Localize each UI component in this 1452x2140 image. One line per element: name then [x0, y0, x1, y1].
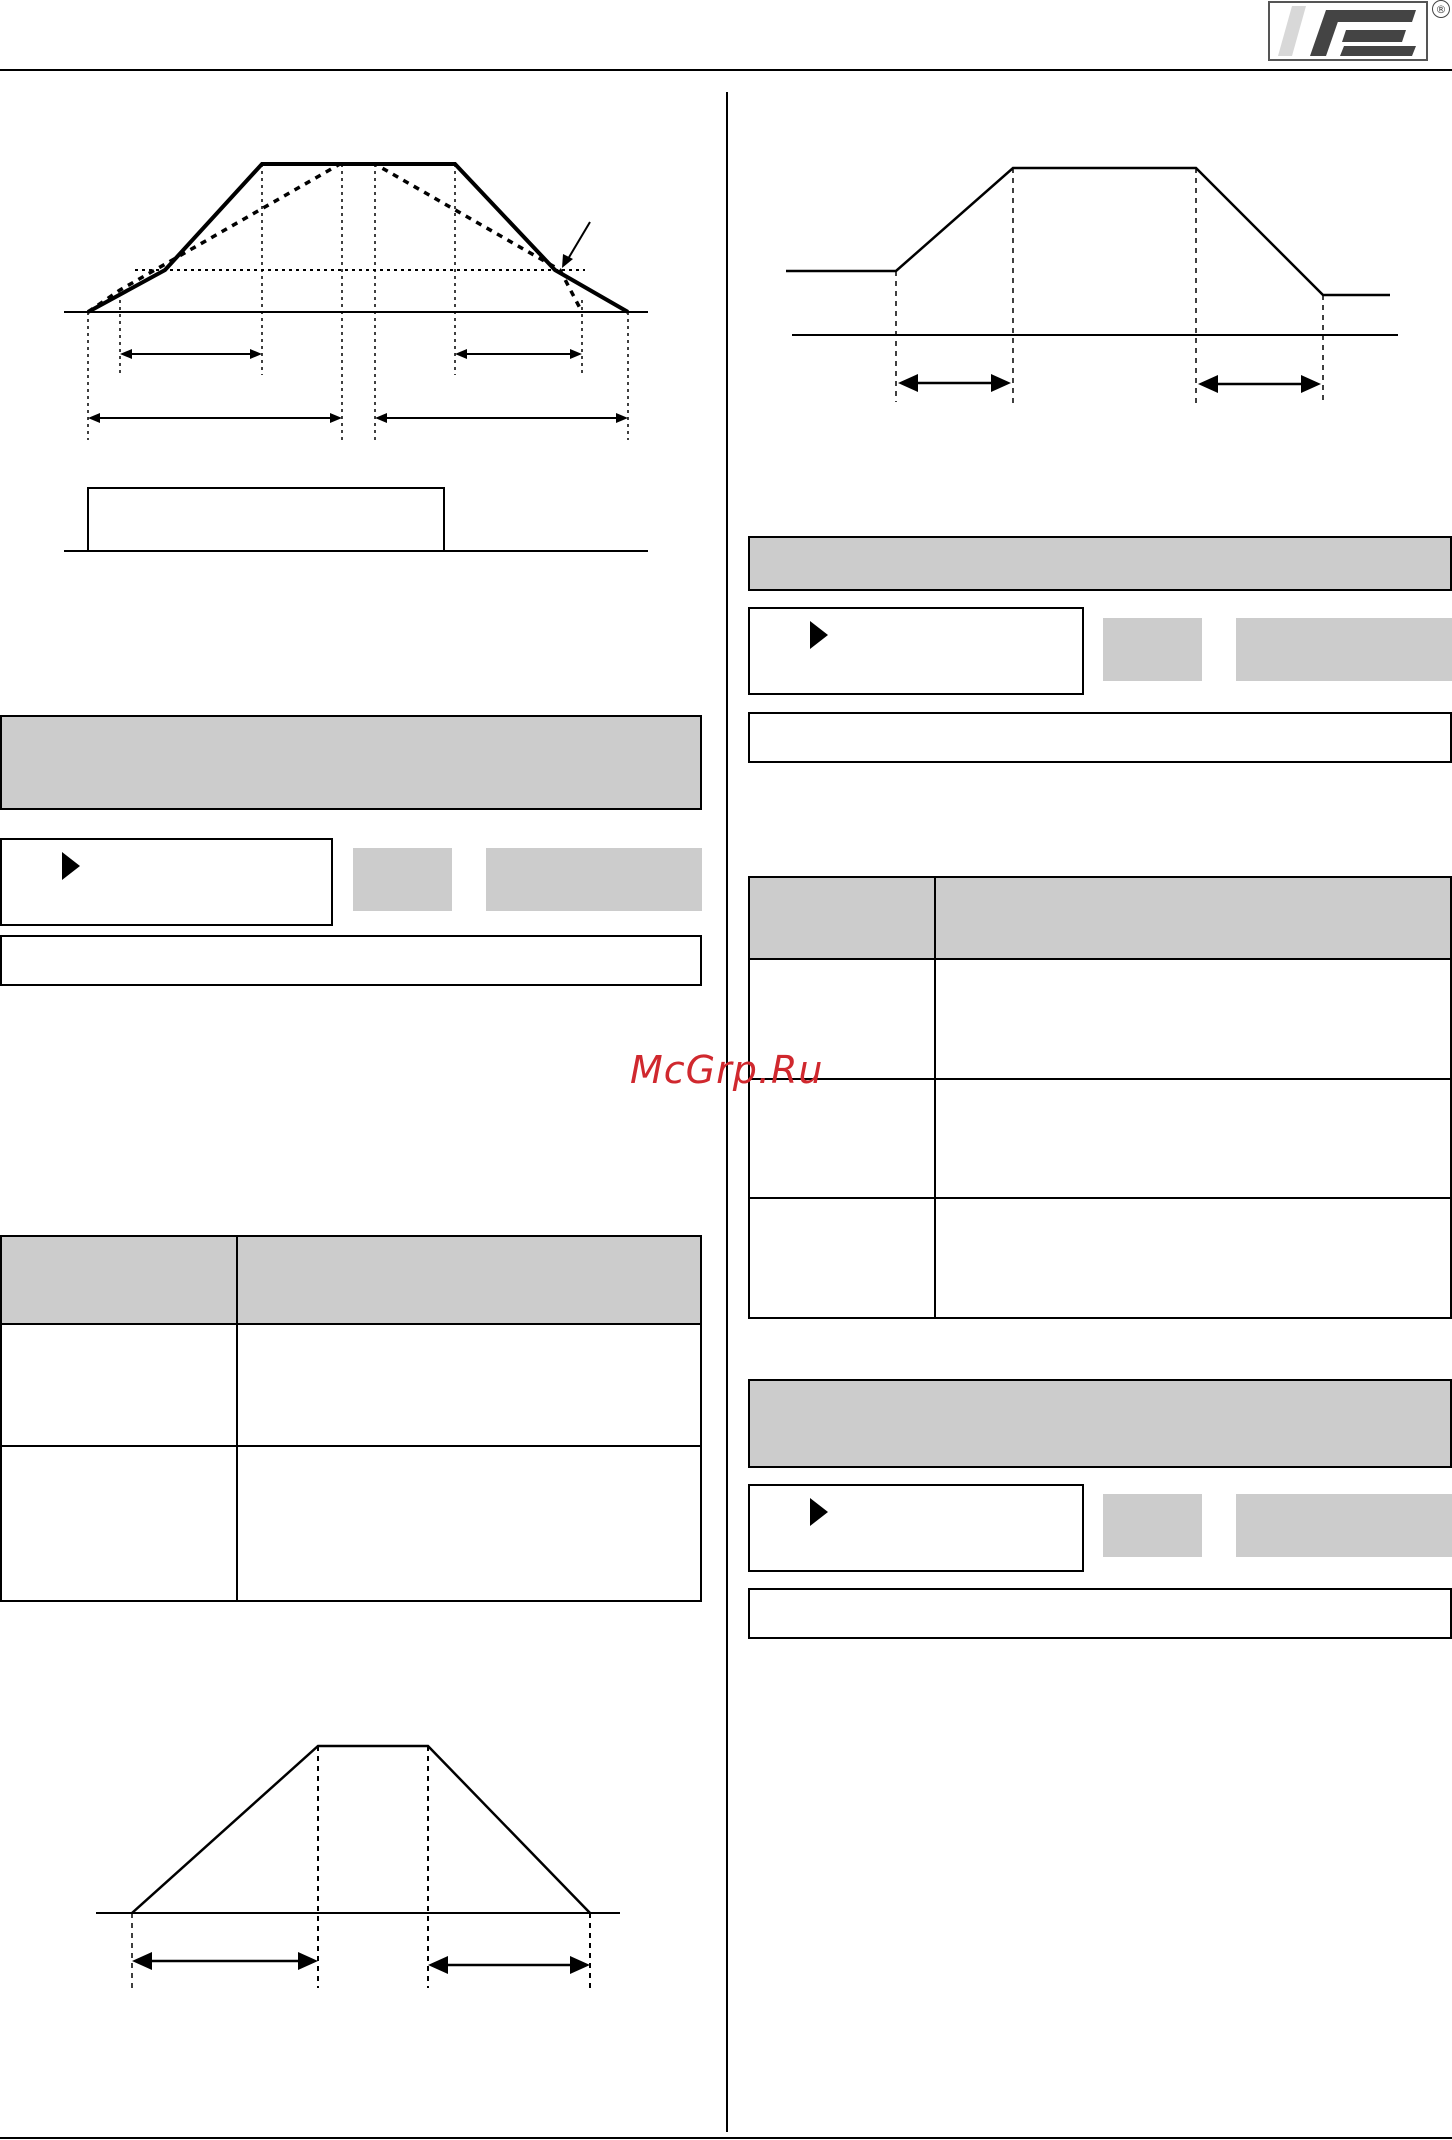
- parameter-unit-chip: [1103, 618, 1202, 681]
- table-row: [749, 959, 1451, 1079]
- table-row: [1, 1446, 701, 1601]
- table-cell: [749, 1079, 935, 1198]
- parameter-title-bar: [748, 536, 1452, 591]
- table-cell: [1, 1324, 237, 1446]
- tsc-logo-icon: [1266, 0, 1452, 64]
- table-cell: [1, 1446, 237, 1601]
- parameter-unit-chip: [353, 848, 452, 911]
- offset-ramp-diagram: [726, 140, 1452, 440]
- table-cell: [237, 1324, 701, 1446]
- table-cell: [935, 1198, 1451, 1318]
- table-header-cell: [935, 877, 1451, 959]
- brand-logo: [1266, 0, 1452, 64]
- table-cell: [935, 1079, 1451, 1198]
- parameter-unit-chip: [1103, 1494, 1202, 1557]
- s-curve-diagram: [0, 140, 726, 720]
- settings-table: [748, 876, 1452, 1319]
- table-cell: [749, 1198, 935, 1318]
- parameter-code-box: [748, 607, 1084, 695]
- parameter-range-chip: [486, 848, 702, 911]
- parameter-default-box: [748, 712, 1452, 763]
- triangle-right-icon: [810, 1498, 828, 1526]
- watermark-text: McGrp.Ru: [630, 1048, 824, 1092]
- header-rule: [0, 69, 1452, 71]
- parameter-range-chip: [1236, 1494, 1452, 1557]
- parameter-default-box: [748, 1588, 1452, 1639]
- triangle-right-icon: [810, 621, 828, 649]
- table-header-row: [749, 877, 1451, 959]
- registered-mark: ®: [1432, 0, 1450, 18]
- parameter-code-box: [748, 1484, 1084, 1572]
- triangle-right-icon: [62, 852, 80, 880]
- parameter-range-chip: [1236, 618, 1452, 681]
- settings-table: [0, 1235, 702, 1602]
- linear-ramp-diagram: [0, 1730, 726, 1990]
- table-header-cell: [237, 1236, 701, 1324]
- parameter-title-bar: [748, 1379, 1452, 1468]
- table-cell: [237, 1446, 701, 1601]
- table-header-row: [1, 1236, 701, 1324]
- parameter-code-box: [0, 838, 333, 926]
- parameter-title-bar: [0, 715, 702, 810]
- table-row: [749, 1198, 1451, 1318]
- table-row: [749, 1079, 1451, 1198]
- footer-rule: [0, 2137, 1452, 2139]
- table-header-cell: [749, 877, 935, 959]
- table-cell: [935, 959, 1451, 1079]
- table-header-cell: [1, 1236, 237, 1324]
- parameter-default-box: [0, 935, 702, 986]
- table-row: [1, 1324, 701, 1446]
